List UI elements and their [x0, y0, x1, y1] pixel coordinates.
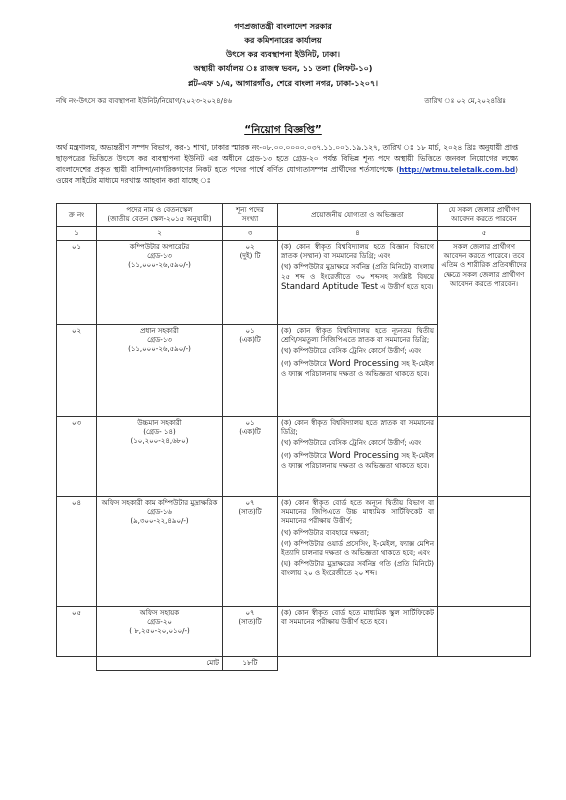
qualification-item: (খ) কম্পিউটার ব্যবহারে দক্ষতা; — [281, 528, 370, 537]
qualification-text: সহ ই-মেইল ও ফ্যাক্স পরিচালনায় দক্ষতা ও অভিজ্ঞতা থাকতে হবে। — [281, 451, 434, 470]
vacancy-number: ০১ — [245, 327, 255, 336]
header-post — [97, 204, 223, 227]
table-row — [57, 241, 531, 325]
vacancy-cell — [223, 325, 278, 417]
eligibility-cell: সকল জেলার প্রার্থীগণ আবেদন করতে পারেবে। তবে এতিম ও শারীরিক প্রতিবন্ধীদের ক্ষেত্রে সকল জেলার প্রার্থীগণ আবেদন করতে পারবেন। — [438, 241, 531, 417]
row-sl: ০৪ — [57, 497, 97, 607]
header-district — [438, 204, 531, 227]
post-cell — [97, 417, 223, 497]
post-cell — [97, 607, 223, 657]
row-sl: ০৫ — [57, 607, 97, 657]
post-scale: (১১,০০০-২৬,৫৯০/-) — [128, 345, 191, 354]
post-name: অফিস সহকারী কাম কম্পিউটার মুদ্রাক্ষরিক — [101, 499, 218, 508]
table-row — [57, 497, 531, 607]
qualification-item: (ঘ) কম্পিউটার মুদ্রাক্ষরের সর্বনিম্ন গতি (প্রতি মিনিটে) বাংলায় ২০ ও ইংরেজীতে ২০ শব্দ। — [281, 559, 434, 577]
header-qualification: প্রয়োজনীয় যোগ্যতা ও অভিজ্ঞতা — [278, 204, 438, 227]
post-scale: (১১,০০০-২৬,৫৯০/-) — [128, 261, 191, 270]
memo-date: তারিখ ঃ ০২ মে,২০২৪খ্রিঃ — [424, 97, 506, 105]
qualification-item: (খ) কম্পিউটারে বেসিক ট্রেনিং কোর্সে উত্তীর্ণ; এবং — [281, 347, 422, 356]
eligibility-empty-cell — [438, 607, 531, 657]
total-row — [57, 657, 531, 671]
vacancy-cell — [223, 497, 278, 607]
post-scale: (৯,৩০০-২২,৪৯০/-) — [130, 517, 189, 526]
row-sl: ০১ — [57, 241, 97, 325]
total-empty-cell — [438, 657, 531, 671]
qualification-text: সহ ই-মেইল ও ফ্যাক্স পরিচালনায় দক্ষতা ও অভিজ্ঞতা থাকতে হবে। — [281, 359, 434, 378]
vacancy-words: (এক)টি — [239, 336, 261, 345]
header-district-line1: যে সকল জেলার প্রার্থীগণ — [448, 206, 520, 214]
qualification-text: (খ) কম্পিউটার মুদ্রাক্ষরে সর্বনিম্ন (প্রতি মিনিটে) বাংলায় ২৫ শব্দ ও ইংরেজীতে ৩০ শব্দসহ সংশ্লিষ্ট বিষয়ে — [281, 263, 434, 281]
unit-name: উৎসে কর ব্যবস্থাপনা ইউনিট, ঢাকা। — [226, 50, 340, 59]
column-number: ৪ — [278, 227, 438, 241]
post-cell — [97, 497, 223, 607]
post-name: উচ্চমান সহকারী — [137, 419, 182, 428]
header-post-line1: পদের নাম ও বেতনস্কেল — [126, 206, 193, 214]
qualification-cell — [278, 241, 438, 325]
memo-number: নথি নং-উৎসে কর ব্যবস্থাপনা ইউনিট/নিয়োগ/২০২৩-২০২৪/৪৬ — [56, 97, 233, 105]
table-row — [57, 607, 531, 657]
qualification-cell — [278, 417, 438, 497]
post-grade: গ্রেড-১৬ — [147, 508, 172, 517]
vacancy-cell — [223, 417, 278, 497]
qualification-text: এ উত্তীর্ণ হতে হবে। — [380, 282, 434, 291]
vacancy-cell — [223, 607, 278, 657]
vacancy-table — [56, 203, 531, 671]
qualification-item — [281, 359, 434, 379]
qualification-text: (গ) কম্পিউটারে — [281, 359, 327, 368]
office-name: কর কমিশনারের কার্যালয় — [244, 36, 322, 45]
qualification-item: (খ) কম্পিউটারে বেসিক ট্রেনিং কোর্সে উত্তীর্ণ; এবং — [281, 439, 422, 448]
column-number: ৫ — [438, 227, 531, 241]
qualification-english-term: Word Processing — [328, 358, 400, 369]
qualification-item: (ক) কোন স্বীকৃত বোর্ড হতে মাধ্যমিক স্কুল সার্টিফিকেট বা সমমানের পরীক্ষায় উত্তীর্ণ হতে হবে। — [281, 609, 434, 627]
post-cell — [97, 325, 223, 417]
vacancy-number: ০১ — [245, 419, 255, 428]
qualification-cell — [278, 325, 438, 417]
post-grade: গ্রেড-২০ — [147, 618, 172, 627]
vacancy-number: ০৭ — [245, 609, 255, 618]
qualification-item: (ক) কোন স্বীকৃত বোর্ড হতে অন্যূন দ্বিতীয় বিভাগ বা সমমানের জিপিএতে উচ্চ মাধ্যমিক সার্টিফিকেট বা সমমানের পরীক্ষায় উত্তীর্ণ; — [281, 499, 434, 526]
header-vacancy-line2: সংখ্যা — [241, 215, 259, 224]
qualification-cell — [278, 497, 438, 607]
header-district-line2: আবেদন করতে পারবেন — [451, 215, 517, 224]
post-scale: ( ৮,২৫০-২০,০১০/-) — [129, 627, 190, 636]
column-number: ৩ — [223, 227, 278, 241]
row-sl: ০২ — [57, 325, 97, 417]
vacancy-words: (সাত)টি — [238, 508, 262, 517]
eligibility-empty-cell — [438, 417, 531, 497]
header-vacancy — [223, 204, 278, 227]
vacancy-number: ০৭ — [245, 499, 255, 508]
vacancy-cell — [223, 241, 278, 325]
temp-office-address: অস্থায়ী কার্যালয় ঃ রাজস্ব ভবন, ১১ তলা (লিফট-১০) — [193, 64, 373, 73]
plot-address: প্লট-এফ ১/এ, আগারগাঁও, শেরে বাংলা নগর, ঢাকা-১২০৭। — [187, 79, 379, 88]
govt-title: গণপ্রজাতন্ত্রী বাংলাদেশ সরকার — [234, 22, 332, 31]
qualification-cell — [278, 607, 438, 657]
total-value: ১৮টি — [223, 657, 278, 671]
qualification-item: (ক) কোন স্বীকৃত বিশ্ববিদ্যালয় হতে ন্যূনতম দ্বিতীয় শ্রেণি/সমতুল্য সিজিপিএতে স্নাতক বা সমমানের ডিগ্রি; — [281, 327, 434, 345]
header-vacancy-line1: শূন্য পদের — [236, 206, 264, 214]
post-cell — [97, 241, 223, 325]
column-number: ১ — [57, 227, 97, 241]
qualification-item: (গ) কম্পিউটার ওয়ার্ড প্রসেসিং, ই-মেইল, ফ্যাক্স মেশিন ইত্যাদি চালনার দক্ষতা ও অভিজ্ঞতা থাকতে হবে; এবং — [281, 539, 434, 557]
post-grade: গ্রেড-১৩ — [147, 336, 172, 345]
header-post-line2: (জাতীয় বেতন স্কেল-২০১৫ অনুযায়ী) — [107, 215, 212, 224]
total-empty-cell — [278, 657, 438, 671]
vacancy-words: (সাত)টি — [238, 618, 262, 627]
post-name: প্রধান সহকারী — [140, 327, 179, 336]
row-sl: ০৩ — [57, 417, 97, 497]
column-number-row — [57, 227, 531, 241]
vacancy-words: (এক)টি — [239, 428, 261, 437]
post-grade: (গ্রেড- ১৪) — [143, 428, 176, 437]
post-scale: (১০,২০০-২৪,৬৮০) — [130, 437, 189, 446]
column-number: ২ — [97, 227, 223, 241]
qualification-english-term: Word Processing — [328, 450, 400, 461]
total-empty-cell — [57, 657, 97, 671]
post-grade: গ্রেড-১৩ — [147, 252, 172, 261]
post-name: অফিস সহায়ক — [139, 609, 180, 618]
table-header-row — [57, 204, 531, 227]
intro-text-end: ) ওয়েব সাইটের মাধ্যমে দরখাস্ত আহবান করা যাচ্ছে ঃ — [56, 164, 518, 185]
application-website-link[interactable]: http://wtmu.teletalk.com.bd — [399, 164, 516, 174]
intro-text: অর্থ মন্ত্রণালয়, অভ্যন্তরীণ সম্পদ বিভাগ, কর-১ শাখা, ঢাকার স্মারক নং-০৮.০০.০০০০.০৩৭.১১.০০১.১৯.১২৭, তারিখ ঃ ১৮ মার্চ, ২০২৪ খ্রিঃ অনুযায়ী প্রাপ্ত ছাড়পত্রের ভিত্তিতে উৎসে কর ব্যবস্থাপনা ইউনিট এর অধীনে গ্রেড-১৩ হতে গ্রেড-২০ পর্যন্ত বিভিন্ন শূন্য পদে অস্থায়ী ভিত্তিতে জনবল নিয়োগের লক্ষ্যে বাংলাদেশের প্রকৃত স্থায়ী বাসিন্দা/নাগরিকগণের নিকট হতে পদের পার্শ্বে বর্ণিত যোগ্যতাসম্পন্ন প্রার্থীদের শর্তসাপেক্ষে ( — [56, 143, 518, 174]
qualification-text: (গ) কম্পিউটারে — [281, 451, 327, 460]
vacancy-words: (দুই) টি — [239, 252, 261, 261]
post-name: কম্পিউটার অপারেটর — [129, 243, 190, 252]
total-label: মোট — [97, 657, 223, 671]
qualification-item: (ক) কোন স্বীকৃত বিশ্ববিদ্যালয় হতে স্নাতক বা সমমানের ডিগ্রি; — [281, 419, 434, 437]
qualification-item: (ক) কোন স্বীকৃত বিশ্ববিদ্যালয় হতে বিজ্ঞান বিভাগে স্নাতক (সম্মান) বা সমমানের ডিগ্রি; এবং — [281, 243, 434, 261]
header-sl: ক্র নং — [57, 204, 97, 227]
vacancy-number: ০২ — [245, 243, 255, 252]
qualification-english-term: Standard Aptitude Test — [281, 281, 379, 292]
qualification-item — [281, 263, 434, 292]
intro-paragraph — [56, 143, 518, 187]
qualification-item — [281, 451, 434, 471]
eligibility-empty-cell — [438, 497, 531, 607]
notice-title: “নিয়োগ বিজ্ঞপ্তি” — [244, 124, 322, 136]
table-row — [57, 417, 531, 497]
